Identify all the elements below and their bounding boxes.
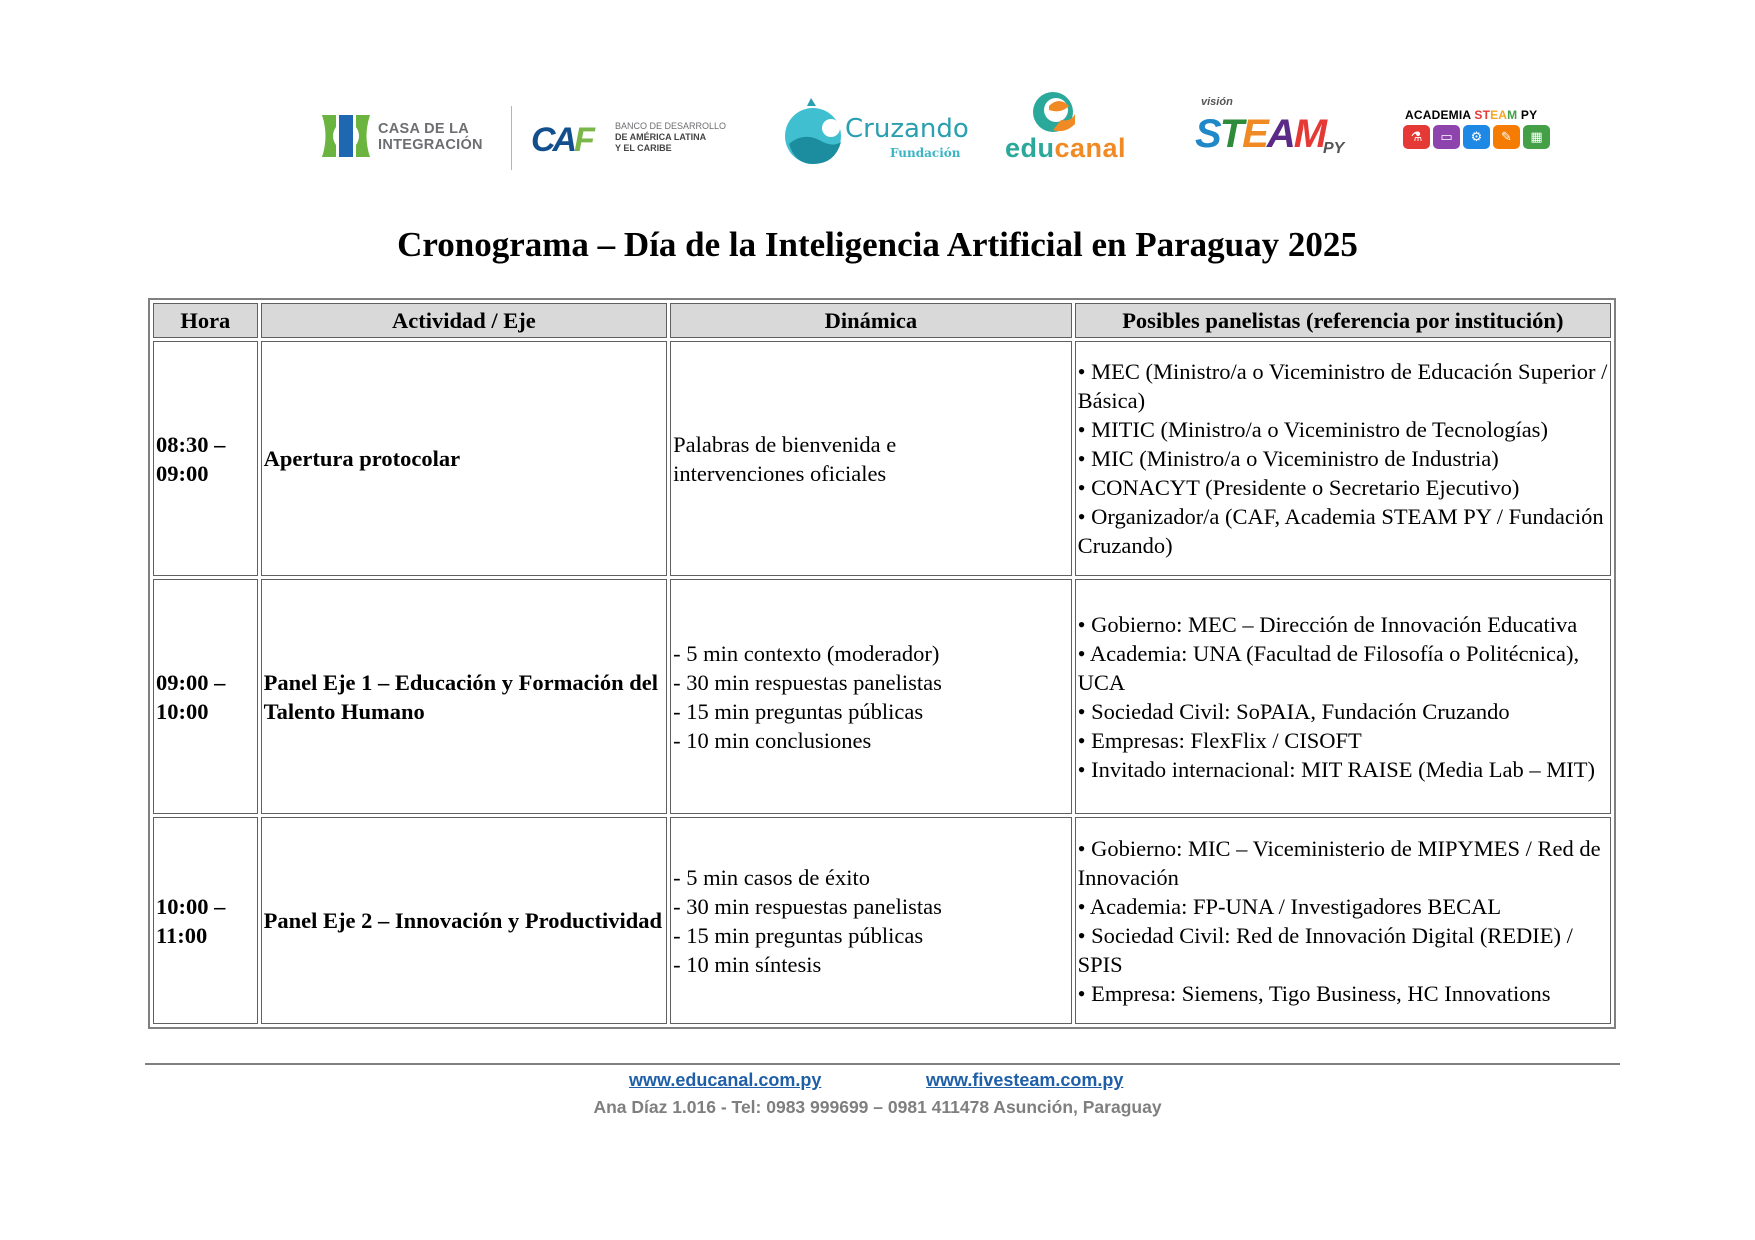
monitor-icon: ▭ — [1433, 125, 1460, 149]
cell-hora: 10:00 – 11:00 — [153, 817, 258, 1024]
educanal-link[interactable]: www.educanal.com.py — [629, 1070, 822, 1090]
caf-mark: CAF — [531, 121, 592, 159]
table-header-row — [153, 303, 1611, 338]
casa-integracion-logo — [322, 113, 497, 163]
caf-line1: BANCO DE DESARROLLO — [615, 121, 727, 131]
header-panelistas: Posibles panelistas (referencia por institución) — [1075, 303, 1611, 338]
educanal-logo — [1003, 90, 1133, 170]
cruzando-wave-icon — [783, 92, 847, 170]
cell-dinamica: - 5 min casos de éxito - 30 min respuestas panelistas - 15 min preguntas públicas - 10 min síntesis — [670, 817, 1071, 1024]
cell-actividad: Panel Eje 1 – Educación y Formación del Talento Humano — [261, 579, 668, 814]
panelist-item: • Gobierno: MIC – Viceministerio de MIPYMES / Red de Innovación — [1077, 835, 1601, 890]
casa-line2: INTEGRACIÓN — [378, 137, 483, 153]
panelist-item: • MITIC (Ministro/a o Viceministro de Tecnologías) — [1077, 417, 1548, 442]
cell-dinamica: - 5 min contexto (moderador) - 30 min respuestas panelistas - 15 min preguntas públicas - 10 min conclusiones — [670, 579, 1071, 814]
footer-links — [0, 1069, 1755, 1095]
fivesteam-link[interactable]: www.fivesteam.com.py — [926, 1070, 1124, 1090]
steam-letters: STEAM — [1195, 112, 1326, 156]
logo-bar — [0, 0, 1755, 180]
cell-hora: 09:00 – 10:00 — [153, 579, 258, 814]
cell-actividad: Panel Eje 2 – Innovación y Productividad — [261, 817, 668, 1024]
header-actividad: Actividad / Eje — [261, 303, 668, 338]
academia-title: ACADEMIA STEAM PY — [1405, 108, 1538, 122]
cell-panelistas — [1075, 817, 1611, 1024]
cell-panelistas — [1075, 341, 1611, 576]
academia-steam-logo — [1403, 108, 1563, 158]
panelist-item: • Academia: UNA (Facultad de Filosofía o Politécnica), UCA — [1077, 640, 1580, 695]
panelist-item: • MIC (Ministro/a o Viceministro de Industria) — [1077, 446, 1499, 471]
table-row — [153, 341, 1611, 576]
cell-hora: 08:30 – 09:00 — [153, 341, 258, 576]
footer-address: Ana Díaz 1.016 - Tel: 0983 999699 – 0981 411478 Asunción, Paraguay — [593, 1097, 1162, 1117]
cell-dinamica: Palabras de bienvenida e intervenciones oficiales — [670, 341, 1071, 576]
cruzando-logo — [783, 92, 973, 170]
table-row — [153, 817, 1611, 1024]
panelist-item: • Academia: FP-UNA / Investigadores BECAL — [1077, 893, 1502, 919]
panelist-item: • Gobierno: MEC – Dirección de Innovación Educativa — [1077, 611, 1578, 637]
panelist-item: • Sociedad Civil: Red de Innovación Digital (REDIE) / SPIS — [1077, 922, 1573, 977]
panelist-item: • Sociedad Civil: SoPAIA, Fundación Cruzando — [1077, 698, 1510, 724]
caf-line2: DE AMÉRICA LATINA — [615, 132, 707, 142]
educanal-word: educanal — [1005, 133, 1127, 163]
panelist-item: • Invitado internacional: MIT RAISE (Media Lab – MIT) — [1077, 756, 1595, 782]
page-title: Cronograma – Día de la Inteligencia Artificial en Paraguay 2025 — [397, 225, 1358, 264]
steam-vision: visión — [1201, 96, 1233, 108]
caf-line3: Y EL CARIBE — [615, 143, 672, 153]
steam-py: PY — [1323, 140, 1345, 157]
panelist-item: • Empresa: Siemens, Tigo Business, HC Innovations — [1077, 980, 1551, 1006]
cell-actividad: Apertura protocolar — [261, 341, 668, 576]
schedule-table — [148, 298, 1616, 1029]
gear-helmet-icon: ⚙ — [1463, 125, 1490, 149]
casa-integracion-mark-icon — [322, 113, 370, 159]
cell-panelistas — [1075, 579, 1611, 814]
cruzando-word: Cruzando — [845, 114, 969, 144]
cruzando-sub: Fundación — [890, 146, 961, 160]
panelist-item: • Organizador/a (CAF, Academia STEAM PY / Fundación Cruzando) — [1077, 504, 1604, 558]
calculator-icon: ▦ — [1523, 125, 1550, 149]
footer-divider — [145, 1063, 1620, 1065]
casa-line1: CASA DE LA — [378, 121, 470, 137]
panelist-item: • CONACYT (Presidente o Secretario Ejecutivo) — [1077, 475, 1520, 500]
caf-logo — [531, 118, 731, 162]
panelist-item: • Empresas: FlexFlix / CISOFT — [1077, 727, 1362, 753]
palette-icon: ✎ — [1493, 125, 1520, 149]
header-dinamica: Dinámica — [670, 303, 1071, 338]
panelist-item: • MEC (Ministro/a o Viceministro de Educación Superior / Básica) — [1077, 359, 1608, 413]
header-hora: Hora — [153, 303, 258, 338]
table-row — [153, 579, 1611, 814]
educanal-e-icon — [1031, 90, 1081, 134]
microscope-icon: ⚗ — [1403, 125, 1430, 149]
logo-separator — [511, 106, 512, 170]
vision-steam-logo — [1195, 96, 1345, 170]
